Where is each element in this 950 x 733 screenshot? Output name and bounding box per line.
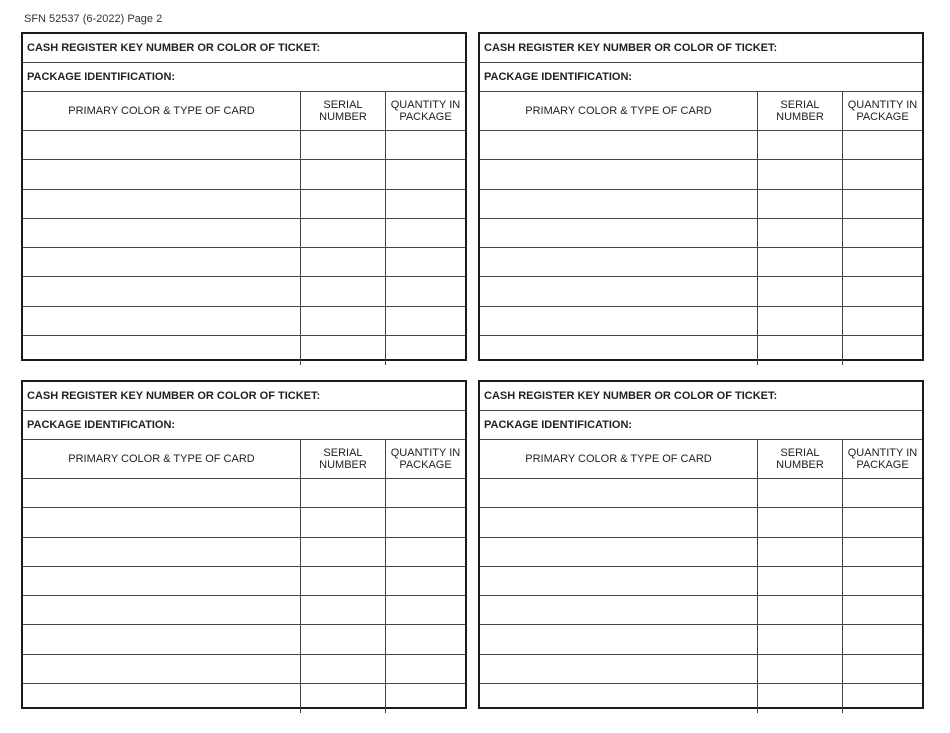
cash-register-key-field[interactable]: CASH REGISTER KEY NUMBER OR COLOR OF TICKET: bbox=[23, 382, 465, 411]
color-type-cell[interactable] bbox=[23, 596, 301, 625]
quantity-cell[interactable] bbox=[386, 131, 465, 160]
serial-number-cell[interactable] bbox=[758, 655, 843, 684]
quantity-cell[interactable] bbox=[386, 190, 465, 219]
serial-number-cell[interactable] bbox=[758, 131, 843, 160]
quantity-cell[interactable] bbox=[843, 131, 922, 160]
quantity-cell[interactable] bbox=[843, 479, 922, 508]
serial-number-cell[interactable] bbox=[301, 655, 386, 684]
color-type-cell[interactable] bbox=[480, 131, 758, 160]
color-type-cell[interactable] bbox=[23, 336, 301, 365]
serial-number-cell[interactable] bbox=[301, 684, 386, 713]
package-panel-2 bbox=[478, 32, 924, 361]
color-type-cell[interactable] bbox=[480, 538, 758, 567]
serial-number-cell[interactable] bbox=[758, 684, 843, 713]
quantity-cell[interactable] bbox=[843, 160, 922, 189]
serial-number-cell[interactable] bbox=[301, 131, 386, 160]
color-type-cell[interactable] bbox=[23, 248, 301, 277]
color-type-cell[interactable] bbox=[480, 307, 758, 336]
package-table bbox=[480, 440, 922, 713]
package-panel-1 bbox=[21, 32, 467, 361]
color-type-cell[interactable] bbox=[23, 508, 301, 537]
color-type-cell[interactable] bbox=[23, 655, 301, 684]
quantity-cell[interactable] bbox=[843, 277, 922, 306]
quantity-cell[interactable] bbox=[386, 508, 465, 537]
column-header-color-type: PRIMARY COLOR & TYPE OF CARD bbox=[480, 92, 758, 131]
package-table bbox=[23, 92, 465, 365]
color-type-cell[interactable] bbox=[480, 219, 758, 248]
quantity-cell[interactable] bbox=[386, 248, 465, 277]
quantity-cell[interactable] bbox=[843, 567, 922, 596]
color-type-cell[interactable] bbox=[23, 219, 301, 248]
serial-number-cell[interactable] bbox=[301, 219, 386, 248]
package-panel-4 bbox=[478, 380, 924, 709]
color-type-cell[interactable] bbox=[23, 479, 301, 508]
quantity-cell[interactable] bbox=[386, 277, 465, 306]
quantity-cell[interactable] bbox=[843, 596, 922, 625]
quantity-cell[interactable] bbox=[843, 219, 922, 248]
color-type-cell[interactable] bbox=[23, 131, 301, 160]
package-identification-field[interactable]: PACKAGE IDENTIFICATION: bbox=[23, 411, 465, 440]
serial-number-cell[interactable] bbox=[758, 160, 843, 189]
serial-number-cell[interactable] bbox=[758, 625, 843, 654]
serial-number-cell[interactable] bbox=[301, 538, 386, 567]
serial-number-cell[interactable] bbox=[758, 479, 843, 508]
color-type-cell[interactable] bbox=[23, 567, 301, 596]
serial-number-cell[interactable] bbox=[758, 508, 843, 537]
package-table bbox=[480, 92, 922, 365]
color-type-cell[interactable] bbox=[480, 596, 758, 625]
color-type-cell[interactable] bbox=[23, 160, 301, 189]
package-table bbox=[23, 440, 465, 713]
serial-number-cell[interactable] bbox=[758, 219, 843, 248]
serial-number-cell[interactable] bbox=[758, 538, 843, 567]
cash-register-key-field[interactable]: CASH REGISTER KEY NUMBER OR COLOR OF TICKET: bbox=[23, 34, 465, 63]
color-type-cell[interactable] bbox=[480, 248, 758, 277]
package-identification-field[interactable]: PACKAGE IDENTIFICATION: bbox=[480, 411, 922, 440]
quantity-cell[interactable] bbox=[386, 336, 465, 365]
quantity-cell[interactable] bbox=[386, 538, 465, 567]
quantity-cell[interactable] bbox=[843, 336, 922, 365]
package-identification-field[interactable]: PACKAGE IDENTIFICATION: bbox=[23, 63, 465, 92]
color-type-cell[interactable] bbox=[480, 336, 758, 365]
quantity-cell[interactable] bbox=[386, 655, 465, 684]
serial-number-cell[interactable] bbox=[758, 567, 843, 596]
serial-number-cell[interactable] bbox=[301, 508, 386, 537]
color-type-cell[interactable] bbox=[23, 190, 301, 219]
serial-number-cell[interactable] bbox=[301, 160, 386, 189]
serial-number-cell[interactable] bbox=[758, 190, 843, 219]
column-header-color-type: PRIMARY COLOR & TYPE OF CARD bbox=[23, 92, 301, 131]
column-header-serial-number: SERIAL NUMBER bbox=[758, 92, 843, 131]
color-type-cell[interactable] bbox=[480, 625, 758, 654]
column-header-quantity: QUANTITY IN PACKAGE bbox=[843, 92, 922, 131]
column-header-color-type: PRIMARY COLOR & TYPE OF CARD bbox=[480, 440, 758, 479]
column-header-serial-number: SERIAL NUMBER bbox=[758, 440, 843, 479]
color-type-cell[interactable] bbox=[23, 307, 301, 336]
color-type-cell[interactable] bbox=[23, 684, 301, 713]
color-type-cell[interactable] bbox=[480, 655, 758, 684]
quantity-cell[interactable] bbox=[386, 307, 465, 336]
serial-number-cell[interactable] bbox=[301, 307, 386, 336]
color-type-cell[interactable] bbox=[23, 625, 301, 654]
column-header-quantity: QUANTITY IN PACKAGE bbox=[386, 440, 465, 479]
quantity-cell[interactable] bbox=[386, 684, 465, 713]
color-type-cell[interactable] bbox=[480, 567, 758, 596]
serial-number-cell[interactable] bbox=[758, 248, 843, 277]
cash-register-key-field[interactable]: CASH REGISTER KEY NUMBER OR COLOR OF TICKET: bbox=[480, 34, 922, 63]
column-header-serial-number: SERIAL NUMBER bbox=[301, 92, 386, 131]
quantity-cell[interactable] bbox=[386, 596, 465, 625]
package-identification-field[interactable]: PACKAGE IDENTIFICATION: bbox=[480, 63, 922, 92]
quantity-cell[interactable] bbox=[386, 625, 465, 654]
serial-number-cell[interactable] bbox=[301, 277, 386, 306]
quantity-cell[interactable] bbox=[843, 655, 922, 684]
column-header-color-type: PRIMARY COLOR & TYPE OF CARD bbox=[23, 440, 301, 479]
quantity-cell[interactable] bbox=[843, 684, 922, 713]
serial-number-cell[interactable] bbox=[758, 336, 843, 365]
quantity-cell[interactable] bbox=[843, 508, 922, 537]
color-type-cell[interactable] bbox=[480, 479, 758, 508]
serial-number-cell[interactable] bbox=[301, 248, 386, 277]
color-type-cell[interactable] bbox=[480, 277, 758, 306]
quantity-cell[interactable] bbox=[386, 479, 465, 508]
serial-number-cell[interactable] bbox=[758, 596, 843, 625]
serial-number-cell[interactable] bbox=[301, 336, 386, 365]
quantity-cell[interactable] bbox=[843, 538, 922, 567]
quantity-cell[interactable] bbox=[386, 219, 465, 248]
serial-number-cell[interactable] bbox=[758, 307, 843, 336]
serial-number-cell[interactable] bbox=[758, 277, 843, 306]
color-type-cell[interactable] bbox=[480, 190, 758, 219]
quantity-cell[interactable] bbox=[386, 567, 465, 596]
quantity-cell[interactable] bbox=[843, 190, 922, 219]
column-header-quantity: QUANTITY IN PACKAGE bbox=[843, 440, 922, 479]
quantity-cell[interactable] bbox=[843, 307, 922, 336]
serial-number-cell[interactable] bbox=[301, 190, 386, 219]
color-type-cell[interactable] bbox=[23, 277, 301, 306]
color-type-cell[interactable] bbox=[23, 538, 301, 567]
column-header-serial-number: SERIAL NUMBER bbox=[301, 440, 386, 479]
serial-number-cell[interactable] bbox=[301, 625, 386, 654]
package-panel-3 bbox=[21, 380, 467, 709]
color-type-cell[interactable] bbox=[480, 684, 758, 713]
quantity-cell[interactable] bbox=[843, 248, 922, 277]
quantity-cell[interactable] bbox=[386, 160, 465, 189]
quantity-cell[interactable] bbox=[843, 625, 922, 654]
color-type-cell[interactable] bbox=[480, 160, 758, 189]
color-type-cell[interactable] bbox=[480, 508, 758, 537]
cash-register-key-field[interactable]: CASH REGISTER KEY NUMBER OR COLOR OF TICKET: bbox=[480, 382, 922, 411]
column-header-quantity: QUANTITY IN PACKAGE bbox=[386, 92, 465, 131]
serial-number-cell[interactable] bbox=[301, 567, 386, 596]
serial-number-cell[interactable] bbox=[301, 596, 386, 625]
serial-number-cell[interactable] bbox=[301, 479, 386, 508]
form-id: SFN 52537 (6-2022) Page 2 bbox=[24, 13, 163, 25]
